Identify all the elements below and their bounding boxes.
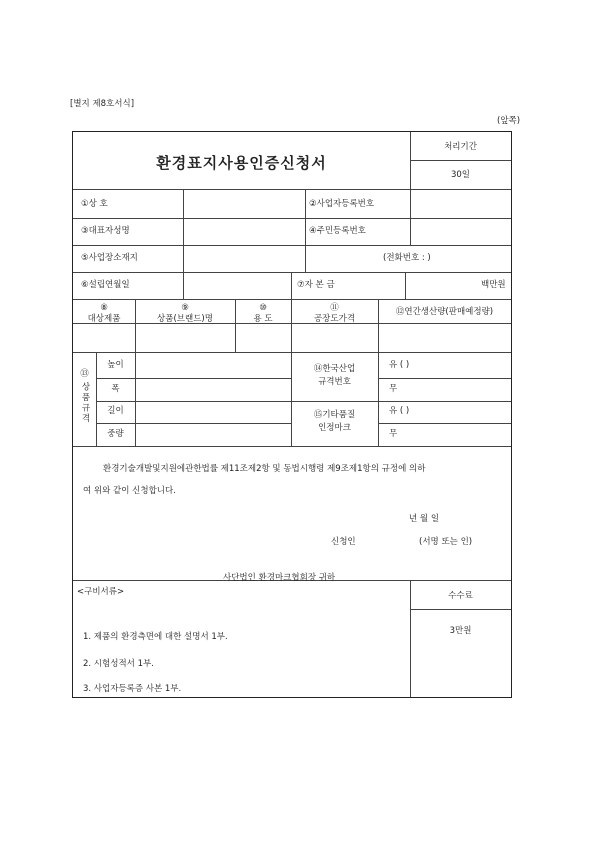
- spec-length-field[interactable]: [137, 403, 290, 422]
- form-number: [별지 제8호서식]: [70, 99, 135, 109]
- annual-production-header: ⑫연간생산량(판매예정량): [395, 307, 494, 317]
- addressee: 사단법인 환경마크협회장 귀하: [223, 573, 336, 583]
- rule: [73, 189, 511, 190]
- rule: [73, 272, 511, 273]
- rule: [410, 132, 411, 189]
- spec-length-label: 길이: [107, 406, 124, 416]
- other-mark-label-1: ⑮기타품질: [313, 410, 356, 420]
- brand-name-header: 상품(브랜드)명: [157, 314, 213, 324]
- fee-label: 수수료: [448, 591, 473, 601]
- rule: [410, 609, 511, 610]
- rule: [378, 378, 511, 379]
- rule: [135, 352, 136, 446]
- usage-number: ⑩: [259, 303, 267, 313]
- annual-production-field[interactable]: [380, 325, 510, 351]
- other-mark-yes-option[interactable]: 유 ( ): [389, 406, 410, 416]
- target-product-field[interactable]: [74, 325, 134, 351]
- rule: [410, 160, 511, 161]
- processing-period-label: 처리기간: [444, 142, 477, 152]
- rule: [378, 423, 511, 424]
- rule: [405, 272, 406, 299]
- statement-line-2: 여 위와 같이 신청합니다.: [83, 486, 176, 496]
- address-label: ⑤사업장소재지: [81, 253, 138, 263]
- establishment-date-field[interactable]: [185, 274, 289, 297]
- rule: [291, 272, 292, 299]
- trade-name-field[interactable]: [185, 191, 303, 216]
- rule: [378, 299, 379, 352]
- other-mark-label-2: 인정마크: [318, 423, 351, 433]
- ks-number-label-2: 규격번호: [318, 377, 351, 387]
- resident-number-label: ④주민등록번호: [309, 226, 366, 236]
- rule: [183, 272, 184, 299]
- phone-number-label: (전화번호 : ): [383, 253, 431, 263]
- ks-number-label-1: ⑭한국산업: [313, 364, 356, 374]
- spec-width-field[interactable]: [137, 380, 290, 400]
- ks-no-option[interactable]: 무: [389, 384, 398, 394]
- usage-field[interactable]: [237, 325, 290, 351]
- target-product-number: ⑧: [100, 303, 108, 313]
- fee-value: 3만원: [449, 626, 472, 636]
- business-registration-label: ②사업자등록번호: [309, 199, 375, 209]
- spec-width-label: 폭: [111, 384, 120, 394]
- other-mark-no-option[interactable]: 무: [389, 429, 398, 439]
- trade-name-label: ①상 호: [81, 199, 108, 209]
- document-item: 1. 제품의 환경측면에 대한 설명서 1부.: [83, 632, 228, 642]
- spec-number: ⑬: [80, 369, 89, 379]
- capital-unit: 백만원: [481, 280, 506, 290]
- application-form: [72, 131, 512, 698]
- page-side-label: (앞쪽): [497, 116, 521, 126]
- rule: [73, 245, 511, 246]
- rule: [73, 218, 511, 219]
- document-item: 3. 사업자등록증 사본 1부.: [83, 684, 182, 694]
- statement-line-1: 환경기술개발및지원에관한법률 제11조제2항 및 동법시행령 제9조제1항의 규정에 의하: [103, 464, 426, 474]
- required-documents-title: <구비서류>: [77, 587, 125, 597]
- rule: [410, 189, 411, 245]
- rule: [96, 378, 291, 379]
- rule: [378, 352, 379, 446]
- factory-price-field[interactable]: [293, 325, 377, 351]
- brand-name-field[interactable]: [137, 325, 234, 351]
- rule: [73, 352, 511, 353]
- capital-field[interactable]: [407, 274, 477, 297]
- signature-label: (서명 또는 인): [419, 537, 473, 547]
- processing-period-value: 30일: [450, 170, 471, 180]
- applicant-name-field[interactable]: [365, 532, 413, 548]
- address-field[interactable]: [185, 247, 511, 270]
- form-title: 환경표지사용인증신청서: [156, 154, 327, 172]
- ks-yes-option[interactable]: 유 ( ): [389, 360, 410, 370]
- spec-height-label: 높이: [107, 360, 124, 370]
- factory-price-header: 공장도가격: [313, 314, 356, 324]
- usage-header: 용 도: [253, 314, 273, 324]
- application-date: 년 월 일: [409, 514, 440, 524]
- rule: [183, 245, 184, 272]
- spec-weight-field[interactable]: [137, 425, 290, 445]
- factory-price-number: ⑪: [330, 303, 339, 313]
- spec-height-field[interactable]: [137, 354, 290, 377]
- spec-label: 상품규격: [80, 382, 90, 424]
- spec-weight-label: 중량: [107, 429, 124, 439]
- representative-name-field[interactable]: [185, 220, 303, 243]
- document-item: 2. 시험성적서 1부.: [83, 659, 154, 669]
- establishment-date-label: ⑥설립연월일: [81, 280, 130, 290]
- business-registration-field[interactable]: [412, 191, 509, 216]
- resident-number-field[interactable]: [412, 220, 509, 243]
- rule: [73, 299, 511, 300]
- applicant-label: 신청인: [331, 537, 356, 547]
- target-product-header: 대상제품: [87, 314, 121, 324]
- rule: [73, 446, 511, 447]
- rule: [96, 401, 511, 402]
- brand-name-number: ⑨: [181, 303, 189, 313]
- capital-label: ⑦자 본 금: [297, 280, 335, 290]
- rule: [96, 423, 291, 424]
- representative-name-label: ③대표자성명: [81, 226, 130, 236]
